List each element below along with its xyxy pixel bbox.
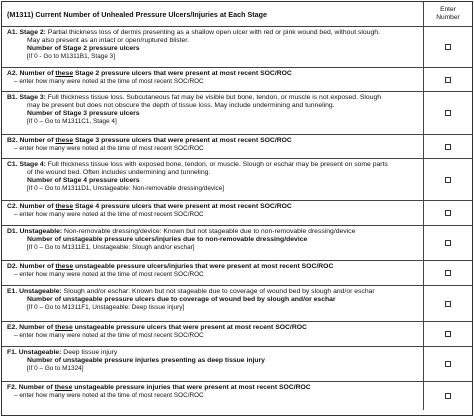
row-d1-desc — [2, 226, 424, 260]
row-f1-line1: Deep tissue injury — [61, 349, 118, 356]
row-e1-checkbox[interactable] — [445, 301, 451, 307]
row-e1-desc — [2, 286, 424, 321]
row-e2-checkbox[interactable] — [445, 331, 451, 337]
row-d2-note: – enter how many were noted at the time of most recent SOC/ROC — [14, 270, 204, 278]
row-c1-desc — [2, 159, 424, 200]
m1311-form — [1, 1, 473, 416]
row-f2-code: F2. — [7, 384, 17, 391]
row-f1 — [2, 347, 472, 382]
row-a1-checkbox[interactable] — [445, 44, 451, 50]
row-f2-checkbox[interactable] — [445, 393, 451, 399]
row-f2 — [2, 382, 472, 410]
row-d1-skip: [If 0 – Go to M1311E1, Unstageable: Slough and/or eschar] — [27, 243, 195, 251]
row-d1-code: D1. Unstageable: — [7, 228, 63, 235]
row-c2-desc — [2, 201, 424, 225]
row-f2-q-pre: Number of — [16, 384, 55, 391]
row-b2-checkbox[interactable] — [445, 144, 451, 150]
row-b2-q-pre: Number of — [17, 137, 56, 144]
row-e2-q-post: unstageable pressure ulcers that were present at most recent SOC/ROC — [72, 324, 307, 331]
row-a1-skip: [If 0 - Go to M1311B1, Stage 3] — [27, 52, 115, 60]
row-a1-count-label: Number of Stage 2 pressure ulcers — [27, 44, 140, 52]
row-a2-q-pre: Number of — [17, 70, 56, 77]
row-a2-code: A2. — [7, 70, 18, 77]
row-d1-entry[interactable] — [424, 226, 472, 260]
row-c1 — [2, 159, 472, 201]
row-c2-q-pre: Number of — [17, 203, 56, 210]
row-f1-skip: [If 0 – Go to M1324] — [27, 364, 84, 372]
row-d2-desc — [2, 261, 424, 285]
row-f1-desc — [2, 347, 424, 381]
row-f1-entry[interactable] — [424, 347, 472, 381]
row-a2-note: – enter how many were noted at the time of most recent SOC/ROC — [14, 77, 204, 85]
row-b2-code: B2. — [7, 137, 18, 144]
row-d2-q-pre: Number of — [17, 263, 56, 270]
row-a1-line1: Partial thickness loss of dermis presenting as a shallow open ulcer with red or pink wound bed, without slough. — [45, 29, 380, 36]
row-f2-note: – enter how many were noted at the time of most recent SOC/ROC — [14, 391, 204, 399]
row-e2-note: – enter how many were noted at the time of most recent SOC/ROC — [14, 331, 204, 339]
row-d1-line1: Non-removable dressing/device: Known but not stageable due to non-removable dressing/device — [62, 228, 356, 235]
row-c1-code: C1. Stage 4: — [7, 161, 46, 168]
row-c2-code: C2. — [7, 203, 18, 210]
row-c1-checkbox[interactable] — [445, 177, 451, 183]
row-c1-skip: [If 0 – Go to M1311D1, Unstageable: Non-removable dressing/device] — [27, 184, 225, 192]
row-c1-line1: Full thickness tissue loss with exposed bone, tendon, or muscle. Slough or eschar may be present on some parts — [45, 161, 388, 168]
row-a2-q-post: Stage 2 pressure ulcers that were present at most recent SOC/ROC — [73, 70, 292, 77]
row-f2-q-these: these — [54, 384, 73, 391]
row-f1-checkbox[interactable] — [445, 361, 451, 367]
row-e2-q-pre: Number of — [17, 324, 55, 331]
row-a2-entry[interactable] — [424, 68, 472, 91]
row-d2-checkbox[interactable] — [445, 270, 451, 276]
row-a1-entry[interactable] — [424, 27, 472, 67]
row-a1-code: A1. Stage 2: — [7, 29, 46, 36]
row-a2-q-these: these — [55, 70, 74, 77]
row-e2-code: E2. — [7, 324, 18, 331]
row-e2-q-these: these — [54, 324, 73, 331]
row-c2 — [2, 201, 472, 226]
row-d2 — [2, 261, 472, 286]
row-b1-line1: Full thickness tissue loss. Subcutaneous fat may be visible but bone, tendon, or muscle is not exposed. Slough — [45, 94, 382, 101]
row-e2-desc — [2, 322, 424, 346]
row-f1-count-label: Number of unstageable pressure injuries presenting as deep tissue injury — [27, 356, 265, 364]
row-e1-code: E1. Unstageable: — [7, 288, 62, 295]
row-d1 — [2, 226, 472, 261]
row-c2-note: – enter how many were noted at the time of most recent SOC/ROC — [14, 210, 204, 218]
row-d2-code: D2. — [7, 263, 18, 270]
row-f1-code: F1. Unstageable: — [7, 349, 62, 356]
row-e1-skip: [If 0 – Go to M1311F1, Unstageable: Deep tissue injury] — [27, 303, 185, 311]
row-d1-count-label: Number of unstageable pressure ulcers/injuries due to non-removable dressing/device — [27, 235, 308, 243]
row-c1-count-label: Number of Stage 4 pressure ulcers — [27, 176, 140, 184]
row-e1-entry[interactable] — [424, 286, 472, 321]
row-f2-entry[interactable] — [424, 382, 472, 410]
row-b1-skip: [If 0 – Go to M1311C1, Stage 4] — [27, 117, 117, 125]
row-e1 — [2, 286, 472, 322]
row-c2-entry[interactable] — [424, 201, 472, 225]
number-label: Number — [436, 14, 460, 21]
row-d2-q-post: unstageable pressure ulcers/injuries that were present at most recent SOC/ROC — [73, 263, 334, 270]
row-c1-line2: of the wound bed. Often includes undermining and tunneling. — [27, 168, 211, 176]
header-row — [2, 2, 472, 27]
row-a1-line2: May also present as an intact or open/ruptured blister. — [27, 36, 190, 44]
row-b1-code: B1. Stage 3: — [7, 94, 46, 101]
row-c1-entry[interactable] — [424, 159, 472, 200]
row-b1-entry[interactable] — [424, 92, 472, 134]
row-b2-q-these: these — [55, 137, 74, 144]
row-c2-q-these: these — [55, 203, 74, 210]
row-b2-entry[interactable] — [424, 135, 472, 158]
enter-label: Enter — [440, 6, 456, 14]
row-f2-q-post: unstageable pressure injuries that were present at most recent SOC/ROC — [72, 384, 311, 391]
row-e2-entry[interactable] — [424, 322, 472, 346]
row-e1-line1: Slough and/or eschar: Known but not stageable due to coverage of wound bed by slough and/or eschar — [61, 288, 375, 295]
row-d2-q-these: these — [55, 263, 74, 270]
row-b2-note: – enter how many were noted at the time of most recent SOC/ROC — [14, 144, 204, 152]
form-title: (M1311) Current Number of Unhealed Pressure Ulcers/Injuries at Each Stage — [2, 2, 424, 26]
row-f2-desc — [2, 382, 424, 410]
row-a2-checkbox[interactable] — [445, 77, 451, 83]
row-c2-checkbox[interactable] — [445, 210, 451, 216]
row-b1-checkbox[interactable] — [445, 110, 451, 116]
row-b2 — [2, 135, 472, 159]
row-d2-entry[interactable] — [424, 261, 472, 285]
row-b2-q-post: Stage 3 pressure ulcers that were present at most recent SOC/ROC — [73, 137, 292, 144]
row-a2-desc — [2, 68, 424, 91]
row-a1-desc — [2, 27, 424, 67]
row-a1 — [2, 27, 472, 68]
row-b1-count-label: Number of Stage 3 pressure ulcers — [27, 109, 140, 117]
row-b1-line2: may be present but does not obscure the depth of tissue loss. May include undermining and tunneling. — [27, 101, 335, 109]
row-b2-desc — [2, 135, 424, 158]
enter-number-header — [424, 2, 472, 26]
row-c2-q-post: Stage 4 pressure ulcers that were present at most recent SOC/ROC — [73, 203, 292, 210]
row-e2 — [2, 322, 472, 347]
row-b1 — [2, 92, 472, 135]
row-e1-count-label: Number of unstageable pressure ulcers due to coverage of wound bed by slough and/or eschar — [27, 295, 336, 303]
row-d1-checkbox[interactable] — [445, 240, 451, 246]
row-b1-desc — [2, 92, 424, 134]
row-a2 — [2, 68, 472, 92]
